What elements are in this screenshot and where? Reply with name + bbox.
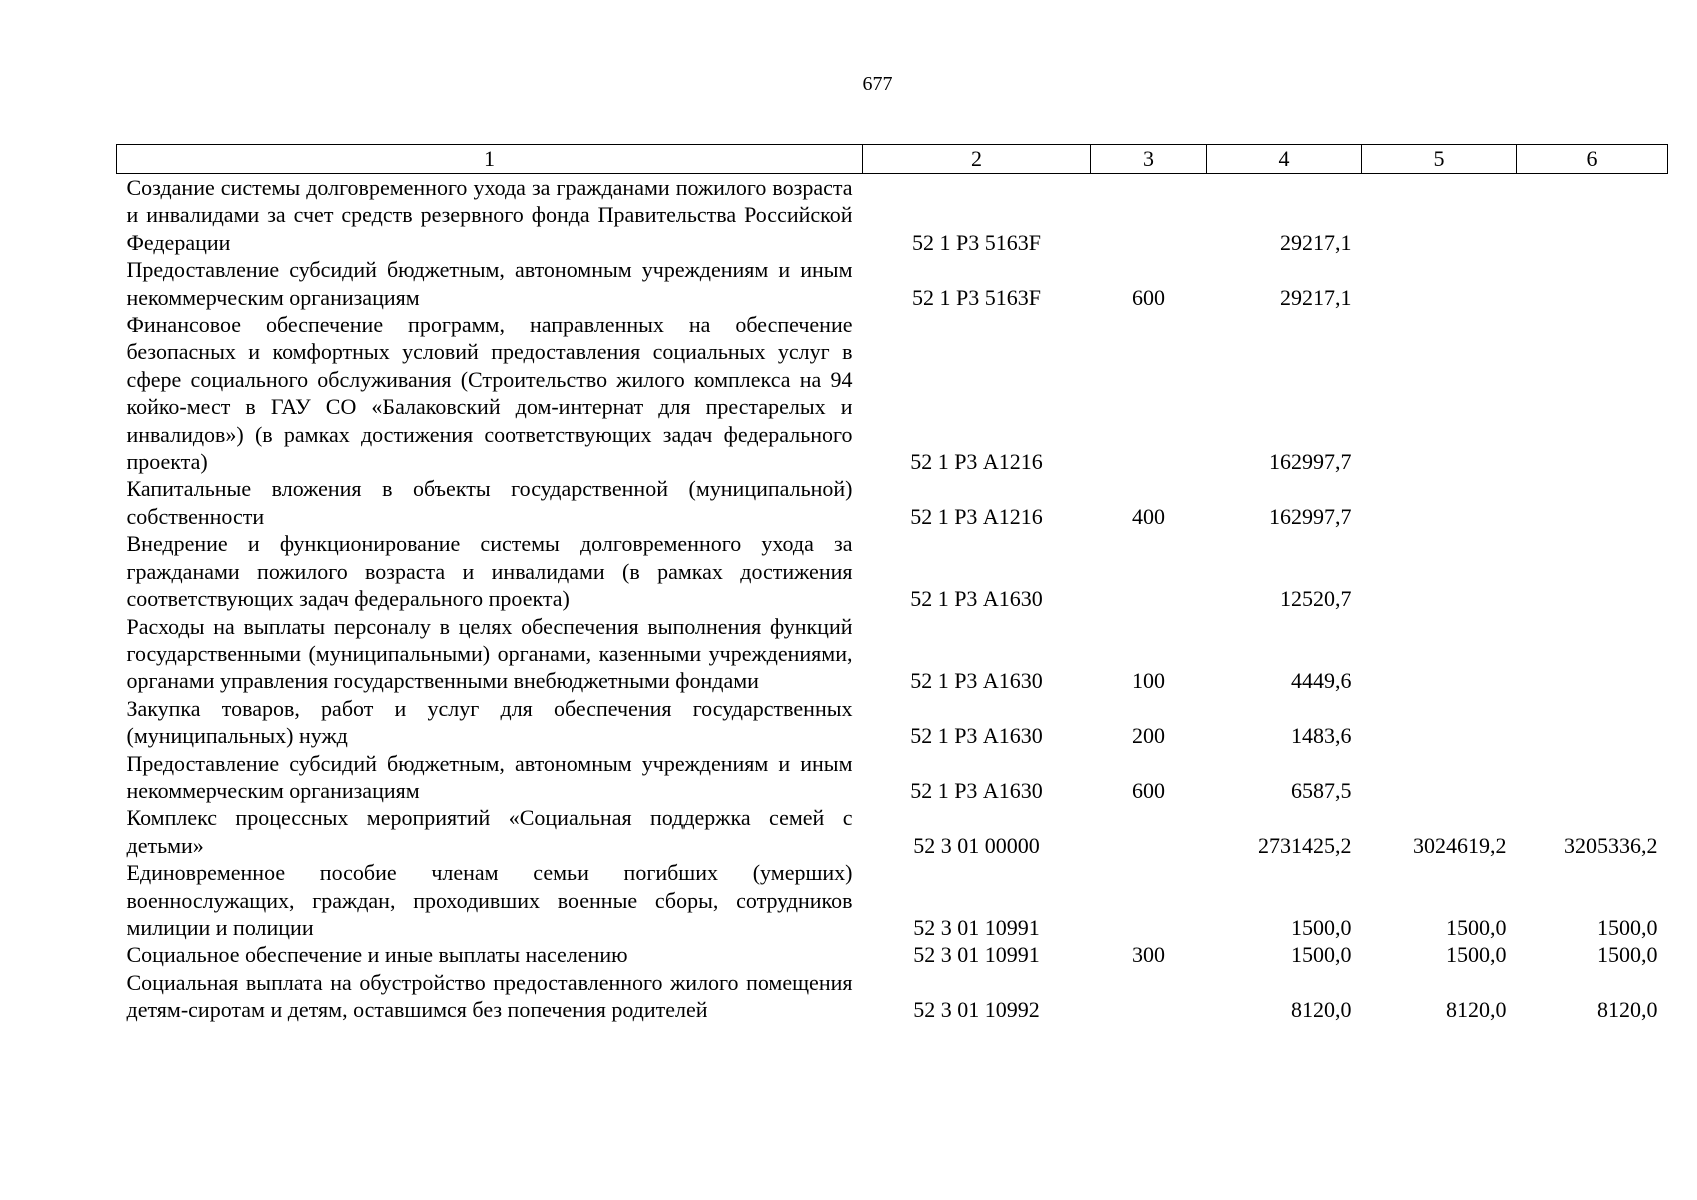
row-name: Предоставление субсидий бюджетным, автономным учреждениям и иным некоммерческим организациям (126, 257, 853, 310)
row-code: 52 1 Р3 А1630 (910, 777, 1043, 803)
table-row (117, 859, 1668, 941)
page-number: 677 (862, 73, 893, 95)
table-row (117, 530, 1668, 612)
row-value-2 (1362, 695, 1517, 750)
row-name: Внедрение и функционирование системы долговременного ухода за гражданами пожилого возраста и инвалидами (в рамках достижения соответствующих задач федерального проекта) (126, 531, 853, 612)
row-value-2 (1362, 256, 1517, 311)
row-value-3 (1517, 174, 1668, 257)
table-row (117, 750, 1668, 805)
row-value-3 (1517, 311, 1668, 475)
row-type (1091, 174, 1207, 257)
row-type: 300 (1132, 942, 1165, 968)
table-row (117, 174, 1668, 257)
row-type (1091, 969, 1207, 1024)
row-value-1: 1500,0 (1291, 914, 1352, 940)
row-value-1: 12520,7 (1280, 586, 1352, 612)
row-type: 600 (1132, 284, 1165, 310)
table-header-row (117, 145, 1668, 174)
header-col-4: 4 (1207, 145, 1362, 174)
row-value-3: 1500,0 (1597, 914, 1658, 940)
row-code: 52 3 01 00000 (913, 832, 1040, 858)
row-value-3: 8120,0 (1597, 997, 1658, 1023)
row-code: 52 3 01 10991 (913, 914, 1040, 940)
row-value-3 (1517, 475, 1668, 530)
row-value-1: 8120,0 (1291, 997, 1352, 1023)
row-name: Расходы на выплаты персоналу в целях обеспечения выполнения функций государственными (муниципальными) органами, казенными учреждениями, органами управления государственными внебюджетными фондами (126, 613, 853, 694)
row-name: Закупка товаров, работ и услуг для обеспечения государственных (муниципальных) нужд (126, 695, 853, 749)
row-value-2 (1362, 174, 1517, 257)
row-code: 52 1 Р3 А1630 (910, 586, 1043, 612)
row-value-1: 1500,0 (1291, 942, 1352, 968)
row-type: 200 (1132, 723, 1165, 749)
header-col-1: 1 (117, 145, 863, 174)
row-value-3 (1517, 613, 1668, 695)
row-value-2 (1362, 475, 1517, 530)
row-value-3 (1517, 695, 1668, 750)
row-code: 52 1 Р3 А1216 (910, 503, 1043, 529)
row-name: Финансовое обеспечение программ, направленных на обеспечение безопасных и комфортных условий предоставления социальных услуг в сфере социального обслуживания (Строительство жилого комплекса на 94 койко-мест в ГАУ СО «Балаковский дом-интернат для престарелых и инвалидов») (в рамках достижения соответствующих задач федерального проекта) (126, 312, 853, 475)
row-value-1: 29217,1 (1280, 229, 1352, 255)
header-col-3: 3 (1091, 145, 1207, 174)
header-col-2: 2 (863, 145, 1091, 174)
budget-table (116, 144, 1668, 1024)
row-value-1: 162997,7 (1269, 503, 1352, 529)
row-type: 600 (1132, 777, 1165, 803)
row-value-2 (1362, 750, 1517, 805)
row-type (1091, 311, 1207, 475)
row-type: 400 (1132, 503, 1165, 529)
row-name: Создание системы долговременного ухода за гражданами пожилого возраста и инвалидами за счет средств резервного фонда Правительства Российской Федерации (126, 175, 853, 255)
row-code: 52 3 01 10992 (913, 997, 1040, 1023)
table-row (117, 256, 1668, 311)
row-value-3 (1517, 530, 1668, 612)
row-code: 52 1 Р3 А1630 (910, 723, 1043, 749)
row-value-3 (1517, 256, 1668, 311)
row-value-2 (1362, 530, 1517, 612)
row-value-2: 1500,0 (1446, 942, 1507, 968)
table-row (117, 969, 1668, 1024)
row-value-3: 3205336,2 (1564, 832, 1658, 858)
table-row (117, 695, 1668, 750)
row-value-2: 8120,0 (1446, 997, 1507, 1023)
row-type (1091, 859, 1207, 941)
row-name: Единовременное пособие членам семьи погибших (умерших) военнослужащих, граждан, проходивших военные сборы, сотрудников милиции и полиции (126, 860, 853, 940)
table-row (117, 941, 1668, 968)
row-value-2 (1362, 311, 1517, 475)
row-name: Капитальные вложения в объекты государственной (муниципальной) собственности (126, 476, 853, 529)
row-type (1091, 530, 1207, 612)
row-value-1: 29217,1 (1280, 284, 1352, 310)
row-name: Комплекс процессных мероприятий «Социальная поддержка семей с детьми» (126, 805, 853, 858)
row-type: 100 (1132, 668, 1165, 694)
row-code: 52 1 Р3 5163F (912, 284, 1041, 310)
row-value-2: 1500,0 (1446, 914, 1507, 940)
row-code: 52 1 Р3 5163F (912, 229, 1041, 255)
row-value-2 (1362, 613, 1517, 695)
table-row (117, 475, 1668, 530)
header-col-6: 6 (1517, 145, 1668, 174)
table-row (117, 804, 1668, 859)
row-name: Социальное обеспечение и иные выплаты населению (126, 942, 628, 968)
row-code: 52 1 Р3 А1630 (910, 668, 1043, 694)
row-value-1: 1483,6 (1291, 723, 1352, 749)
table-row (117, 311, 1668, 475)
row-type (1091, 804, 1207, 859)
row-value-1: 6587,5 (1291, 777, 1352, 803)
header-col-5: 5 (1362, 145, 1517, 174)
table-row (117, 613, 1668, 695)
row-value-3: 1500,0 (1597, 942, 1658, 968)
row-value-1: 2731425,2 (1258, 832, 1352, 858)
row-code: 52 3 01 10991 (913, 942, 1040, 968)
row-value-1: 4449,6 (1291, 668, 1352, 694)
row-value-2: 3024619,2 (1413, 832, 1507, 858)
row-value-3 (1517, 750, 1668, 805)
row-code: 52 1 Р3 А1216 (910, 449, 1043, 475)
row-value-1: 162997,7 (1269, 449, 1352, 475)
row-name: Социальная выплата на обустройство предоставленного жилого помещения детям-сиротам и детям, оставшимся без попечения родителей (126, 969, 853, 1023)
row-name: Предоставление субсидий бюджетным, автономным учреждениям и иным некоммерческим организациям (126, 750, 853, 803)
